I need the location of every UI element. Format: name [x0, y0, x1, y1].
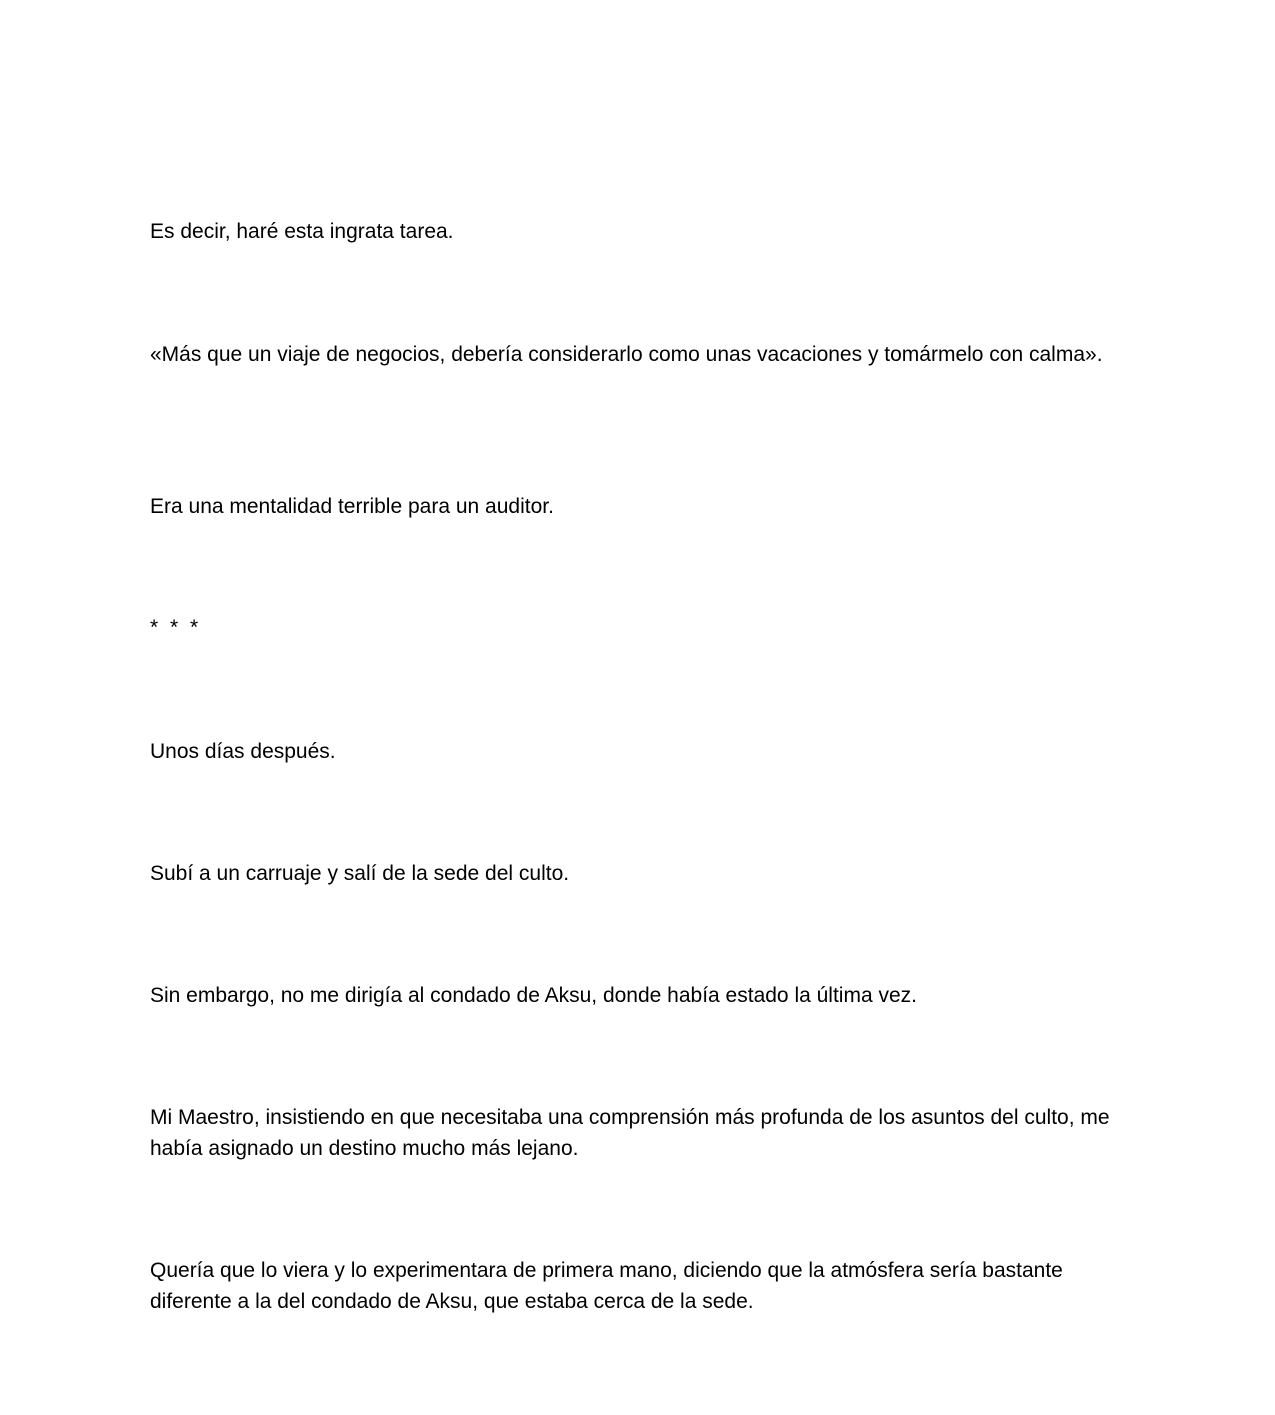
paragraph: Es decir, haré esta ingrata tarea. — [150, 220, 454, 243]
paragraph: Mi Maestro, insistiendo en que necesitaba una comprensión más profunda de los asuntos del culto, me había asignado un destino mucho más lejano. — [150, 1106, 1110, 1160]
scene-break: * * * — [150, 616, 202, 639]
paragraph: Quería que lo viera y lo experimentara de primera mano, diciendo que la atmósfera sería bastante diferente a la del condado de Aksu, que estaba cerca de la sede. — [150, 1259, 1063, 1313]
paragraph: Sin embargo, no me dirigía al condado de Aksu, donde había estado la última vez. — [150, 984, 917, 1007]
paragraph: Unos días después. — [150, 740, 336, 763]
paragraph: Era una mentalidad terrible para un auditor. — [150, 495, 554, 518]
paragraph: Subí a un carruaje y salí de la sede del culto. — [150, 862, 570, 885]
paragraph: «Más que un viaje de negocios, debería considerarlo como unas vacaciones y tomármelo con calma». — [150, 343, 1103, 366]
